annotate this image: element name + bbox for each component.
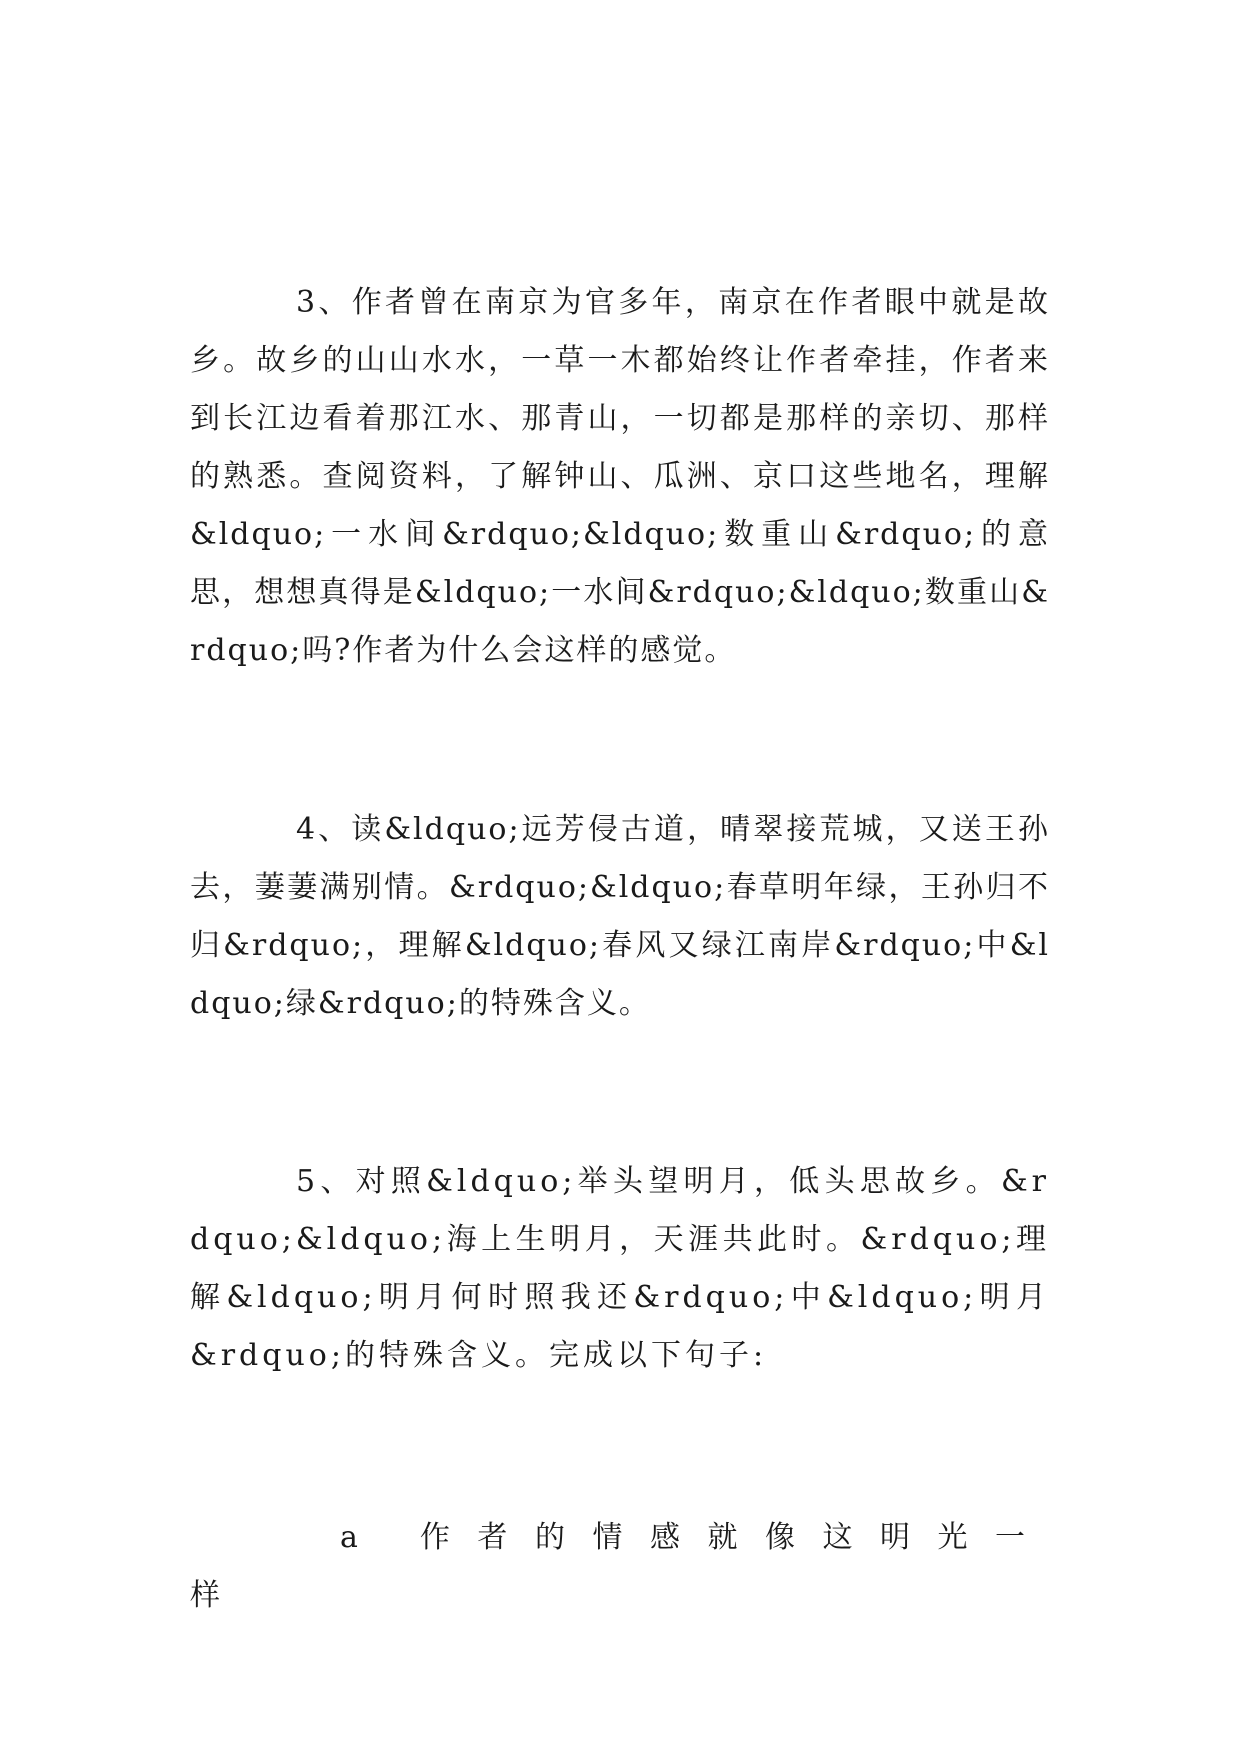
paragraph-item-5: 5、对照&ldquo;举头望明月，低头思故乡。&rdquo;&ldquo;海上生明月，天涯共此时。&rdquo;理解&ldquo;明月何时照我还&rdquo;中&ldquo;明月&rdquo;的特殊含义。完成以下句子: — [190, 1164, 1050, 1373]
paragraph-item-3: 3、作者曾在南京为官多年，南京在作者眼中就是故乡。故乡的山山水水，一草一木都始终让作者牵挂，作者来到长江边看着那江水、那青山，一切都是那样的亲切、那样的熟悉。查阅资料，了解钟山、瓜洲、京口这些地名，理解&ldquo;一水间&rdquo;&ldquo;数重山&rdquo;的意思，想想真得是&ldquo;一水间&rdquo;&ldquo;数重山&rdquo;吗?作者为什么会这样的感觉。 — [190, 285, 1050, 668]
paragraph-item-a: a 作者的情感就像这明光一样 — [190, 1520, 1050, 1613]
paragraph-item-4: 4、读&ldquo;远芳侵古道，晴翠接荒城，又送王孙去，萋萋满别情。&rdquo;&ldquo;春草明年绿，王孙归不归&rdquo;，理解&ldquo;春风又绿江南岸&rdquo;中&ldquo;绿&rdquo;的特殊含义。 — [190, 812, 1050, 1021]
